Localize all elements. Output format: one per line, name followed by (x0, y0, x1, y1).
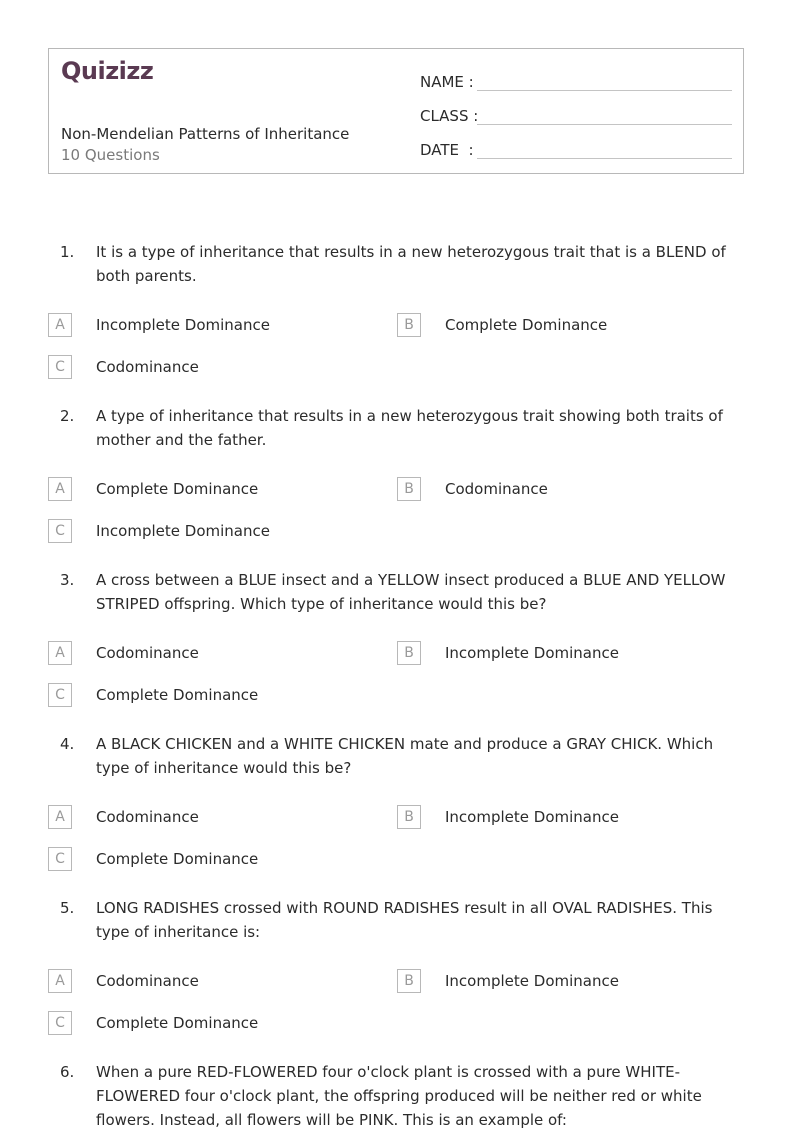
option-letter: A (48, 805, 72, 829)
option-text: Complete Dominance (445, 316, 608, 334)
name-field[interactable] (420, 67, 474, 91)
option-letter: A (48, 477, 72, 501)
option-text: Incomplete Dominance (445, 972, 619, 990)
option-text: Codominance (96, 808, 199, 826)
option-letter: A (48, 969, 72, 993)
option-letter: A (48, 313, 72, 337)
worksheet-header (48, 48, 744, 174)
option-letter: C (48, 847, 72, 871)
option-text: Incomplete Dominance (96, 522, 270, 540)
option-text: Incomplete Dominance (445, 808, 619, 826)
option-letter: B (397, 641, 421, 665)
date-field[interactable] (420, 135, 474, 159)
question-number: 3. (60, 571, 75, 589)
date-label: DATE : (420, 141, 474, 159)
question-text: When a pure RED-FLOWERED four o'clock plant is crossed with a pure WHITE-FLOWERED four o'clock plant, the offspring produced will be neither red or white flowers. Instead, all flowers will be PINK. This is an example of: (96, 1063, 702, 1129)
question-number: 4. (60, 735, 75, 753)
option-text: Codominance (96, 644, 199, 662)
question-number: 1. (60, 243, 75, 261)
question-text: A cross between a BLUE insect and a YELLOW insect produced a BLUE AND YELLOW STRIPED offspring. Which type of inheritance would this be? (96, 571, 726, 613)
option-text: Complete Dominance (96, 850, 259, 868)
option-text: Complete Dominance (96, 480, 259, 498)
quizizz-logo: Quizizz (61, 57, 154, 85)
question-number: 5. (60, 899, 75, 917)
class-field[interactable] (420, 101, 478, 125)
class-line[interactable] (477, 124, 732, 125)
question-text: A type of inheritance that results in a new heterozygous trait showing both traits of mother and the father. (96, 407, 723, 449)
class-label: CLASS : (420, 107, 479, 125)
question-number: 2. (60, 407, 75, 425)
option-letter: C (48, 355, 72, 379)
option-letter: B (397, 805, 421, 829)
question-text: LONG RADISHES crossed with ROUND RADISHES result in all OVAL RADISHES. This type of inheritance is: (96, 899, 713, 941)
option-letter: C (48, 519, 72, 543)
option-letter: A (48, 641, 72, 665)
option-letter: C (48, 683, 72, 707)
option-letter: C (48, 1011, 72, 1035)
date-line[interactable] (477, 158, 732, 159)
question-text: It is a type of inheritance that results in a new heterozygous trait that is a BLEND of both parents. (96, 243, 726, 285)
name-label: NAME : (420, 73, 474, 91)
question-text: A BLACK CHICKEN and a WHITE CHICKEN mate and produce a GRAY CHICK. Which type of inheritance would this be? (96, 735, 714, 777)
option-text: Codominance (96, 972, 199, 990)
option-text: Incomplete Dominance (445, 644, 619, 662)
name-line[interactable] (477, 90, 732, 91)
option-letter: B (397, 313, 421, 337)
option-text: Codominance (445, 480, 548, 498)
option-text: Codominance (96, 358, 199, 376)
option-text: Complete Dominance (96, 1014, 259, 1032)
option-text: Incomplete Dominance (96, 316, 270, 334)
question-number: 6. (60, 1063, 75, 1081)
option-letter: B (397, 477, 421, 501)
option-text: Complete Dominance (96, 686, 259, 704)
option-letter: B (397, 969, 421, 993)
worksheet-title: Non-Mendelian Patterns of Inheritance (61, 125, 350, 143)
question-count: 10 Questions (61, 146, 160, 164)
